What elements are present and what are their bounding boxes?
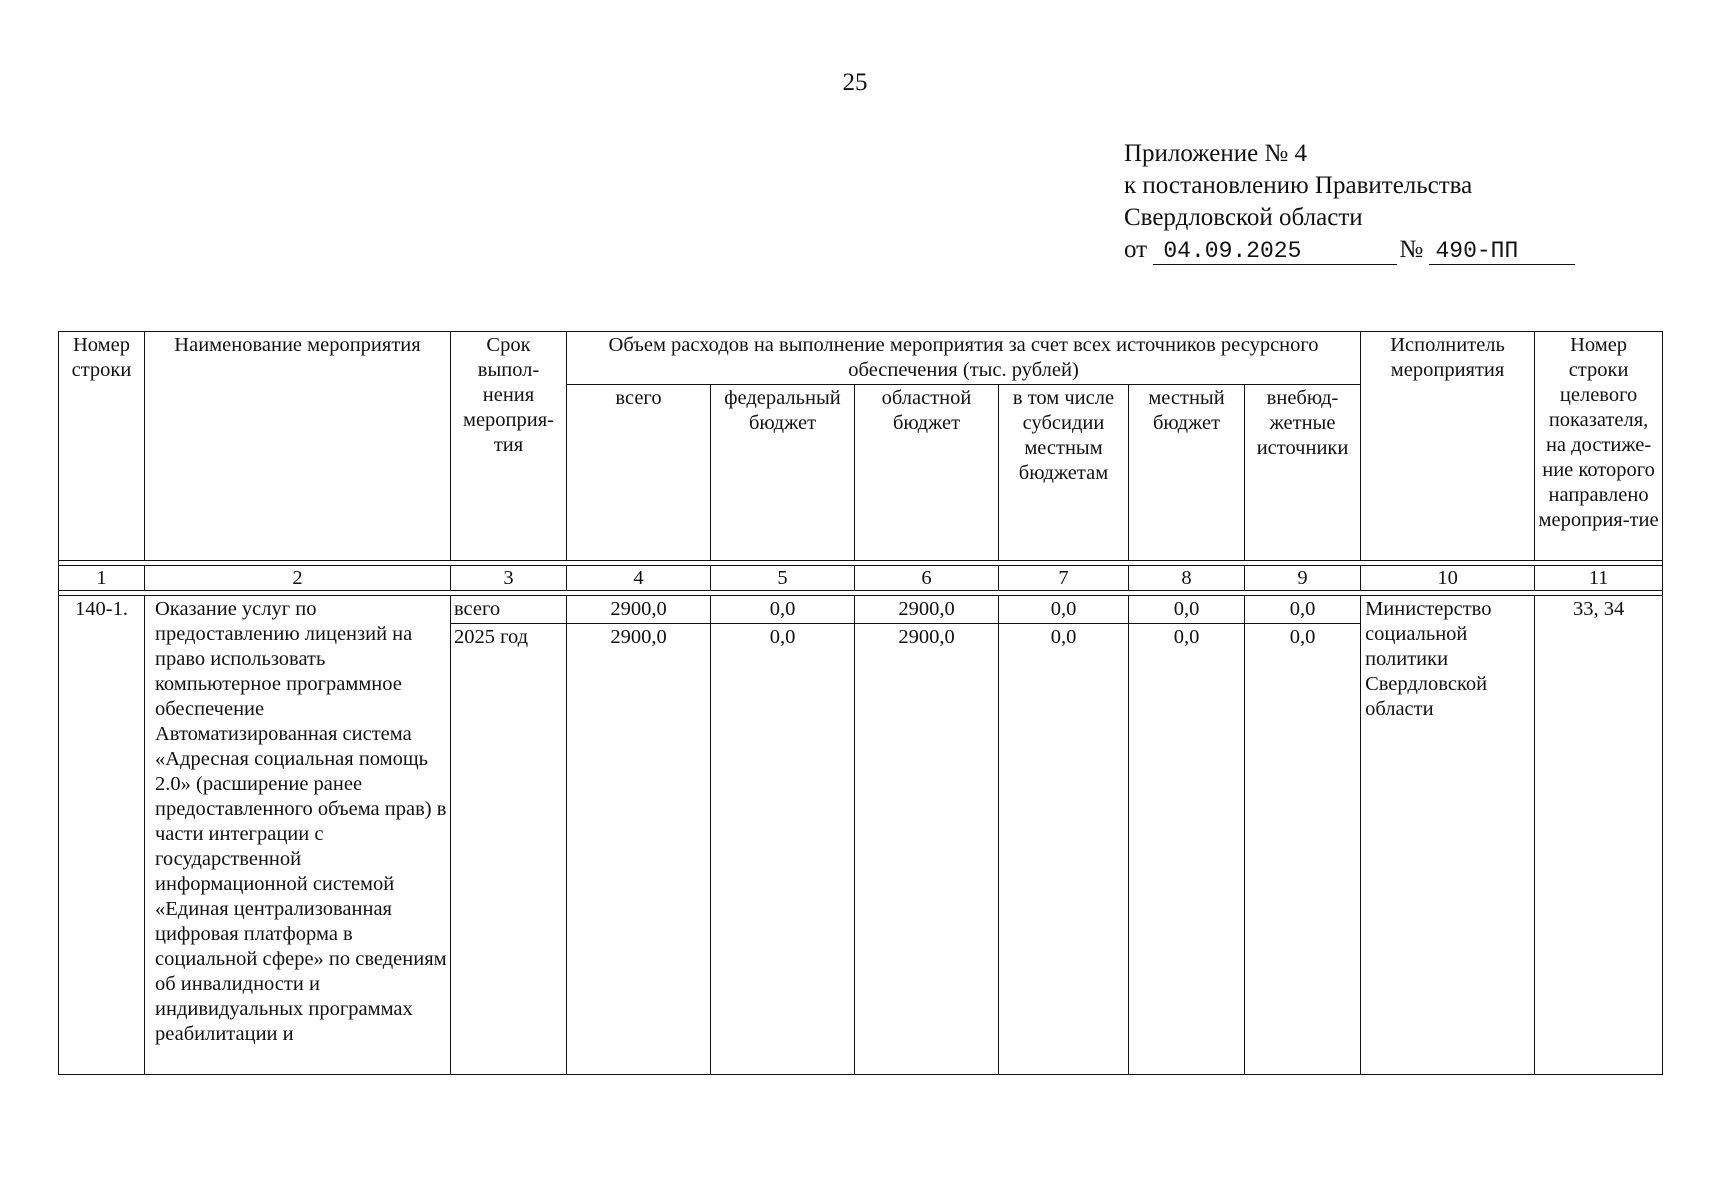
term-cell: всего	[451, 596, 567, 624]
column-numbers-row	[59, 566, 1663, 591]
page-number: 25	[842, 69, 868, 96]
total-cell: 2900,0	[567, 624, 711, 1075]
column-number: 10	[1361, 566, 1535, 591]
row-number-cell: 140-1.	[59, 596, 145, 1075]
column-number: 11	[1535, 566, 1663, 591]
target-cell: 33, 34	[1535, 596, 1663, 1075]
budget-table	[58, 331, 1663, 1075]
regional-cell: 2900,0	[855, 624, 999, 1075]
header-name: Наименование мероприятия	[145, 332, 451, 561]
header-executor: Исполнитель мероприятия	[1361, 332, 1535, 561]
resolution-number: 490-ПП	[1429, 238, 1575, 265]
column-number: 6	[855, 566, 999, 591]
federal-cell: 0,0	[711, 624, 855, 1075]
subsidies-cell: 0,0	[999, 596, 1129, 624]
header-local: местный бюджет	[1129, 385, 1245, 561]
header-federal: федеральный бюджет	[711, 385, 855, 561]
activity-name-cell: Оказание услуг по предоставлению лицензий на право использовать компьютерное программное обеспечение Автоматизированная система «Адресная социальная помощь 2.0» (расширение ранее предоставленного объема прав) в части интеграции с государственной информационной системой «Единая централизованная цифровая платформа в социальной сфере» по сведениям об инвалидности и индивидуальных программах реабилитации и	[145, 596, 451, 1075]
appendix-date-line	[1124, 234, 1575, 266]
date-prefix: от	[1124, 236, 1148, 263]
header-volume: Объем расходов на выполнение мероприятия за счет всех источников ресурсного обеспечения (тыс. рублей)	[567, 332, 1361, 385]
subsidies-cell: 0,0	[999, 624, 1129, 1075]
column-number: 9	[1245, 566, 1361, 591]
term-cell: 2025 год	[451, 624, 567, 1075]
column-number: 1	[59, 566, 145, 591]
extrabudget-cell: 0,0	[1245, 596, 1361, 624]
appendix-resolution: к постановлению Правительства	[1124, 172, 1473, 199]
column-number: 4	[567, 566, 711, 591]
header-regional: областной бюджет	[855, 385, 999, 561]
header-extrabudget: внебюд-жетные источники	[1245, 385, 1361, 561]
appendix-region: Свердловской области	[1124, 204, 1363, 231]
federal-cell: 0,0	[711, 596, 855, 624]
header-term: Срок выпол-нения мероприя-тия	[451, 332, 567, 561]
local-cell: 0,0	[1129, 596, 1245, 624]
header-target: Номер строки целевого показателя, на достиже-ние которого направлено мероприя-тие	[1535, 332, 1663, 561]
header-subsidies: в том числе субсидии местным бюджетам	[999, 385, 1129, 561]
column-number: 7	[999, 566, 1129, 591]
appendix-block	[1124, 138, 1575, 266]
header-row-top	[59, 332, 1663, 385]
total-cell: 2900,0	[567, 596, 711, 624]
local-cell: 0,0	[1129, 624, 1245, 1075]
extrabudget-cell: 0,0	[1245, 624, 1361, 1075]
column-number: 3	[451, 566, 567, 591]
header-row-number: Номер строки	[59, 332, 145, 561]
column-number: 2	[145, 566, 451, 591]
column-number: 8	[1129, 566, 1245, 591]
number-sign: №	[1399, 236, 1424, 263]
resolution-date: 04.09.2025	[1153, 238, 1397, 265]
executor-cell: Министерство социальной политики Свердловской области	[1361, 596, 1535, 1075]
appendix-title: Приложение № 4	[1124, 140, 1308, 167]
column-number: 5	[711, 566, 855, 591]
header-total: всего	[567, 385, 711, 561]
table-row	[59, 596, 1663, 624]
regional-cell: 2900,0	[855, 596, 999, 624]
